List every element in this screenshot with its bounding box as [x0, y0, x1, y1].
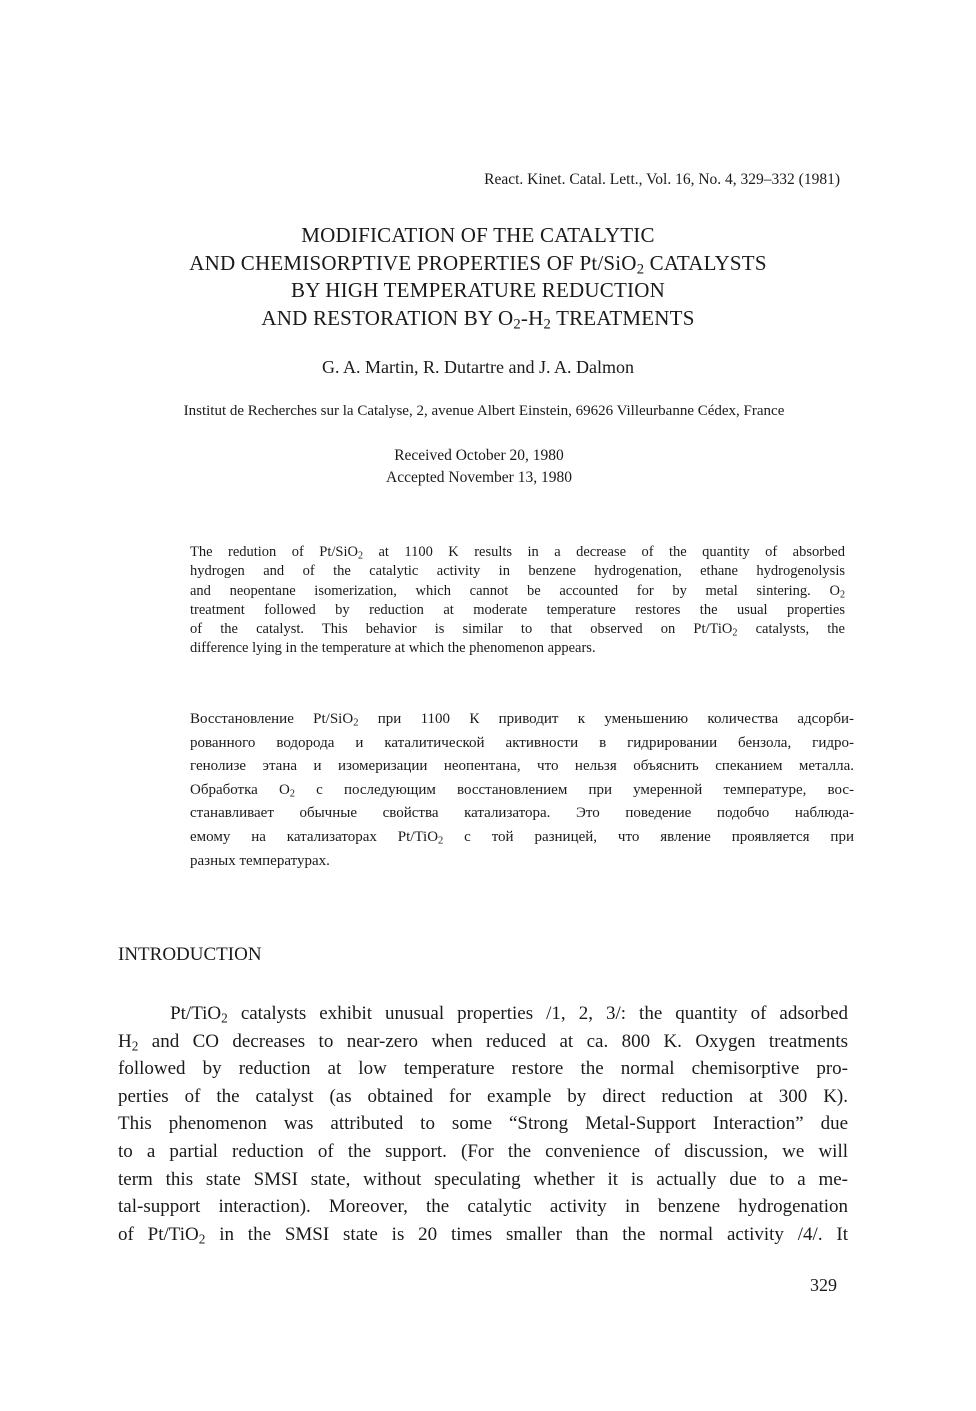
paper-title [0, 222, 956, 332]
text-segment: AND CHEMISORPTIVE PROPERTIES OF Pt/SiO [189, 250, 637, 275]
subscript: 2 [636, 261, 645, 278]
text-line [118, 1083, 848, 1111]
subscript: 2 [543, 316, 551, 333]
abstract-russian [190, 708, 854, 873]
text-line [118, 1138, 848, 1166]
text-segment: perties of the catalyst (as obtained for example by direct reduction at 300 K). [118, 1085, 848, 1107]
received-date: Received October 20, 1980 [394, 447, 564, 464]
text-line [118, 1028, 848, 1056]
accepted-date: Accepted November 13, 1980 [386, 469, 572, 486]
text-line [190, 826, 854, 850]
text-segment: and neopentane isomerization, which cannot be accounted for by metal sintering. O [190, 582, 840, 599]
text-segment: H [118, 1030, 132, 1052]
journal-reference: React. Kinet. Catal. Lett., Vol. 16, No. 4, 329–332 (1981) [484, 171, 840, 188]
text-line [190, 802, 854, 826]
text-segment: followed by reduction at low temperature restore the normal chemisorptive pro- [118, 1058, 848, 1080]
text-line [190, 639, 845, 658]
text-segment: станавливает обычные свойства катализатора. Это поведение подобчо наблюда- [190, 805, 854, 822]
section-heading-introduction: INTRODUCTION [118, 944, 262, 965]
text-segment: генолизе этана и изомеризации неопентана, что нельзя объяснить спеканием металла. [190, 758, 854, 775]
text-line [190, 850, 854, 874]
text-line [190, 732, 854, 756]
text-segment: CATALYSTS [644, 250, 767, 275]
subscript: 2 [221, 1010, 228, 1026]
text-segment: catalysts, the [737, 621, 845, 638]
text-line [118, 1221, 848, 1249]
text-segment: and CO decreases to near-zero when reduced at ca. 800 K. Oxygen treatments [138, 1030, 848, 1052]
text-segment: to a partial reduction of the support. (For the convenience of discussion, we will [118, 1140, 848, 1162]
text-segment: catalysts exhibit unusual properties /1, 2, 3/: the quantity of adsorbed [227, 1003, 848, 1024]
text-line [190, 755, 854, 779]
text-segment: с последующим восстановлением при умеренной температуре, вос- [295, 781, 854, 798]
text-segment: of Pt/TiO [118, 1223, 199, 1245]
authors: G. A. Martin, R. Dutartre and J. A. Dalmon [322, 357, 634, 377]
text-segment: TREATMENTS [551, 305, 695, 330]
text-line [118, 1166, 848, 1194]
subscript: 2 [353, 717, 359, 729]
text-segment: при 1100 К приводит к уменьшению количества адсорби- [358, 711, 854, 727]
text-segment: difference lying in the temperature at which the phenomenon appears. [190, 640, 596, 657]
text-segment: емому на катализаторах Pt/TiO [190, 828, 439, 845]
text-segment: AND RESTORATION BY O [261, 305, 514, 330]
text-line [118, 1110, 848, 1138]
text-segment: с той разницей, что явление проявляется при [443, 828, 854, 845]
text-segment: -H [520, 305, 544, 330]
text-line [118, 1000, 848, 1028]
text-line [190, 543, 845, 562]
subscript: 2 [438, 835, 444, 847]
text-line [190, 620, 845, 639]
text-line [0, 250, 956, 278]
abstract-english [190, 543, 845, 659]
text-segment: разных температурах. [190, 852, 330, 869]
text-line [190, 601, 845, 620]
text-line [118, 1193, 848, 1221]
subscript: 2 [513, 316, 521, 333]
subscript: 2 [289, 788, 296, 800]
text-segment: BY HIGH TEMPERATURE REDUCTION [291, 278, 665, 302]
subscript: 2 [839, 589, 845, 601]
text-segment: Обработка O [190, 781, 290, 798]
text-segment: tal-support interaction). Moreover, the catalytic activity in benzene hydrogenation [118, 1196, 848, 1218]
text-line [0, 305, 956, 333]
text-segment: Pt/TiO [118, 1003, 222, 1024]
text-line [190, 562, 845, 581]
text-segment: Восстановление Pt/SiO [190, 711, 354, 727]
text-line [190, 582, 845, 601]
text-segment: hydrogen and of the catalytic activity in benzene hydrogenation, ethane hydrogenolysis [190, 563, 845, 580]
affiliation: Institut de Recherches sur la Catalyse, 2, avenue Albert Einstein, 69626 Villeurbanne Cédex, France [183, 403, 785, 419]
dates [0, 445, 958, 489]
text-segment: in the SMSI state is 20 times smaller than the normal activity /4/. It [205, 1223, 849, 1245]
text-segment: MODIFICATION OF THE CATALYTIC [301, 223, 655, 247]
subscript: 2 [131, 1037, 139, 1053]
text-segment: рованного водорода и каталитической активности в гидрировании бензола, гидро- [190, 734, 854, 751]
subscript: 2 [198, 1231, 206, 1247]
page-number: 329 [810, 1275, 837, 1295]
subscript: 2 [357, 550, 364, 562]
text-line [0, 222, 956, 250]
text-segment: treatment followed by reduction at moderate temperature restores the usual properties [190, 601, 845, 618]
text-line [190, 779, 854, 803]
text-segment: term this state SMSI state, without speculating whether it is actually due to a me- [118, 1168, 848, 1190]
introduction-paragraph [118, 1000, 848, 1248]
text-line [0, 277, 956, 305]
text-line [190, 708, 854, 732]
text-segment: of the catalyst. This behavior is similar to that observed on Pt/TiO [190, 621, 733, 638]
text-segment: The redution of Pt/SiO [190, 544, 358, 560]
text-segment: at 1100 K results in a decrease of the quantity of absorbed [363, 544, 845, 560]
text-segment: This phenomenon was attributed to some “Strong Metal-Support Interaction” due [118, 1113, 848, 1135]
text-line [118, 1055, 848, 1083]
subscript: 2 [732, 627, 738, 639]
